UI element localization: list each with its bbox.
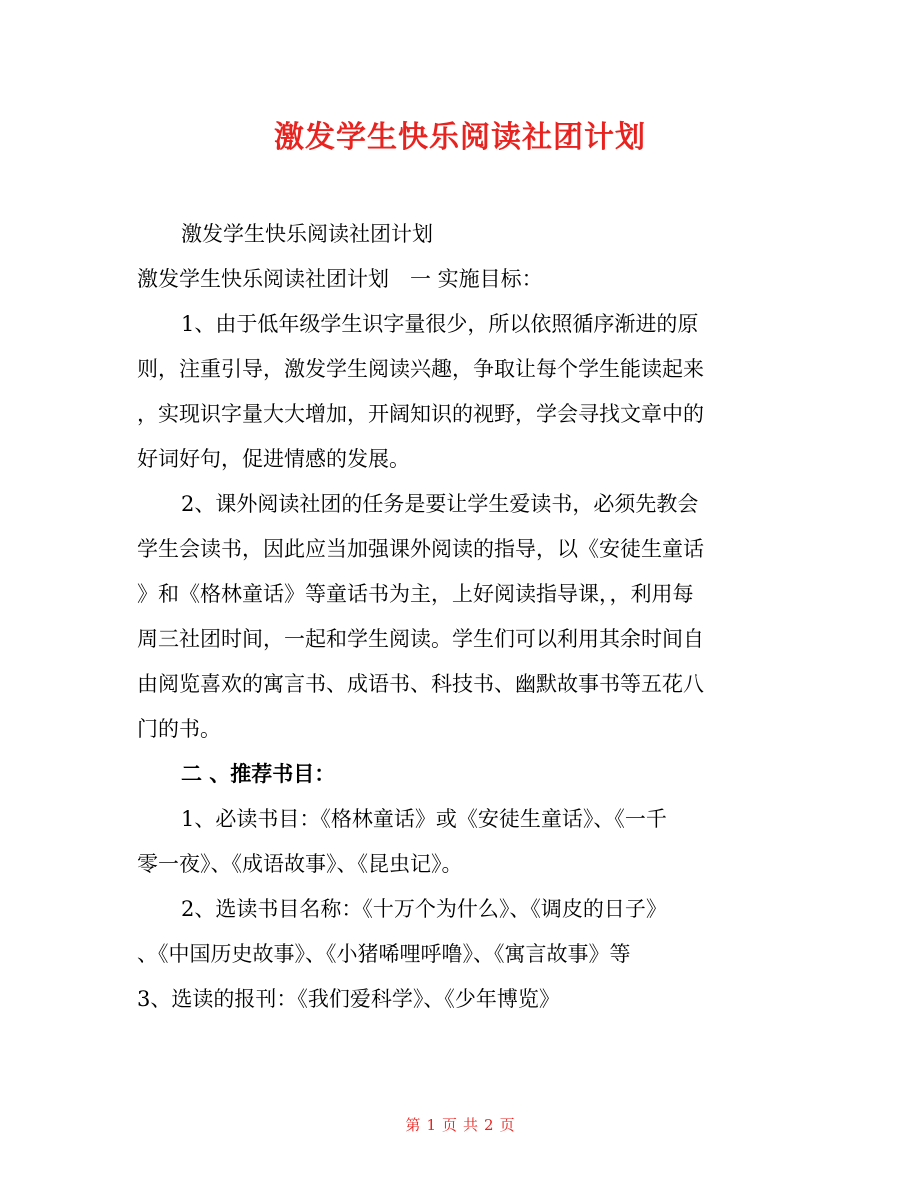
footer-total-pages: 2	[484, 1116, 494, 1134]
section-heading: 二 、推荐书目：	[181, 762, 336, 786]
footer-total-word: 共	[463, 1116, 479, 1134]
paragraph-line: 》和《格林童话》等童话书为主，上好阅读指导课，，利用每	[137, 582, 694, 606]
paragraph-line: 2、选读书目名称：《十万个为什么》、《调皮的日子》	[181, 897, 667, 921]
paragraph-line: 学生会读书，因此应当加强课外阅读的指导，以《安徒生童话	[137, 537, 704, 561]
paragraph-line: 3、选读的报刊：《我们爱科学》、《少年博览》	[137, 987, 560, 1011]
paragraph-line: 好词好句，促进情感的发展。	[137, 447, 410, 471]
paragraph-line: 门的书。	[137, 717, 221, 741]
paragraph-line: 则，注重引导，激发学生阅读兴趣，争取让每个学生能读起来	[137, 357, 704, 381]
footer-page-word: 页	[441, 1116, 457, 1134]
paragraph-line: 激发学生快乐阅读社团计划	[181, 222, 433, 246]
document-body	[137, 212, 785, 1022]
paragraph-line: 2、课外阅读社团的任务是要让学生爱读书，必须先教会	[181, 492, 699, 516]
paragraph-line: 周三社团时间，一起和学生阅读。学生们可以利用其余时间自	[137, 627, 704, 651]
document-title: 激发学生快乐阅读社团计划	[274, 120, 646, 155]
paragraph-line: ，实现识字量大大增加，开阔知识的视野，学会寻找文章中的	[137, 402, 704, 426]
page-footer	[0, 1115, 920, 1135]
paragraph-line: 1、必读书目：《格林童话》或《安徒生童话》、《一千	[181, 807, 667, 831]
paragraph-line: 由阅览喜欢的寓言书、成语书、科技书、幽默故事书等五花八	[137, 672, 704, 696]
footer-page-word: 页	[499, 1116, 515, 1134]
footer-current-page: 1	[426, 1116, 436, 1134]
paragraph-line: 、《中国历史故事》、《小猪唏哩呼噜》、《寓言故事》等	[137, 942, 631, 966]
paragraph-line: 1、由于低年级学生识字量很少，所以依照循序渐进的原	[181, 312, 699, 336]
footer-page-word: 第	[405, 1116, 421, 1134]
paragraph-line: 零一夜》、《成语故事》、《昆虫记》。	[137, 852, 463, 876]
paragraph-line: 激发学生快乐阅读社团计划 一 实施目标：	[137, 267, 543, 291]
